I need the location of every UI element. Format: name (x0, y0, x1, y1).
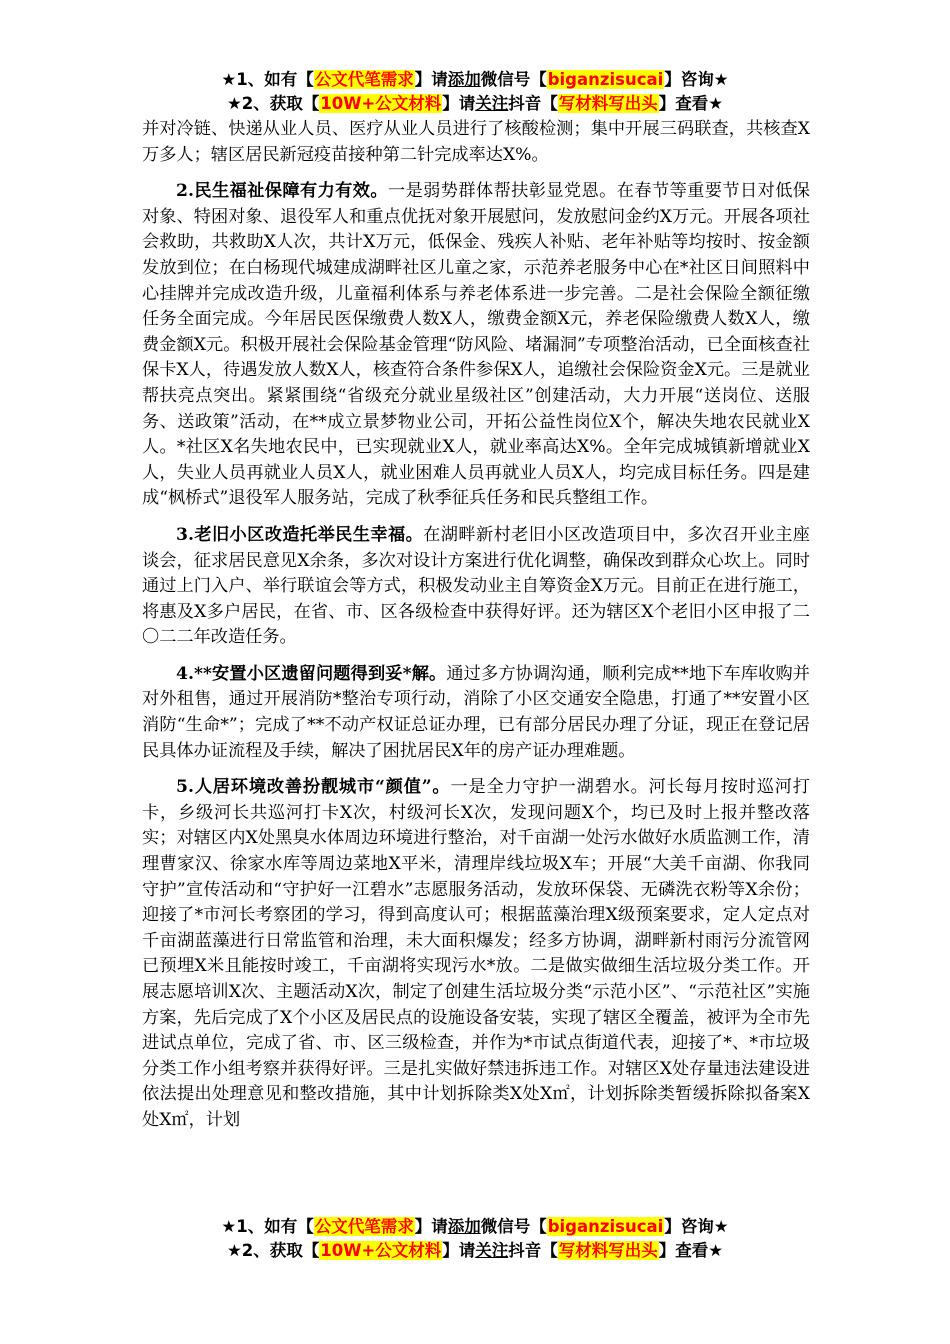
document-body (142, 117, 810, 1134)
banner-highlight: biganzisucai (547, 1217, 664, 1236)
banner-line-1: ★1、如有【公文代笔需求】请添加微信号【biganzisucai】咨询★ (221, 1217, 729, 1236)
banner-highlight: 公文代笔需求 (314, 1217, 414, 1236)
banner-highlight: 公文代笔需求 (314, 70, 414, 89)
paragraph-resettlement: 4.**安置小区遗留问题得到妥*解。通过多方协调沟通，顺利完成**地下车库收购并对外租售，通过开展消防*整治专项行动，消除了小区交通安全隐患，打通了**安置小区消防“生命*”；完成了**不动产权证总证办理，已有部分居民办理了分证，现正在登记居民具体办证流程及手续，解决了困扰居民X年的房产证办理难题。 (142, 663, 810, 761)
banner-highlight: 写材料写出头 (558, 94, 658, 113)
paragraph-heading: 2.民生福祉保障有力有效。 (176, 181, 388, 202)
paragraph-continuation: 并对冷链、快递从业人员、医疗从业人员进行了核酸检测；集中开展三码联查，共核查X万多人；辖区居民新冠疫苗接种第二针完成率达X%。 (142, 119, 810, 165)
banner-line-2: ★2、获取【10W+公文材料】请关注抖音【写材料写出头】查看★ (226, 94, 724, 113)
banner-line-1: ★1、如有【公文代笔需求】请添加微信号【biganzisucai】咨询★ (221, 70, 729, 89)
paragraph-old-community: 3.老旧小区改造托举民生幸福。在湖畔新村老旧小区改造项目中，多次召开业主座谈会，征求居民意见X余条，多次对设计方案进行优化调整，确保改到群众心坎上。同时通过上门入户、举行联谊会等方式，积极发动业主自筹资金X万元。目前正在进行施工，将惠及X多户居民，在省、市、区各级检查中获得好评。还为辖区X个老旧小区申报了二〇二二年改造任务。 (142, 524, 810, 648)
paragraph-heading: 4.**安置小区遗留问题得到妥*解。 (176, 663, 447, 684)
banner-line-2: ★2、获取【10W+公文材料】请关注抖音【写材料写出头】查看★ (226, 1241, 724, 1260)
banner-highlight: 10W+公文材料 (320, 1241, 442, 1260)
paragraph-heading: 3.老旧小区改造托举民生幸福。 (176, 524, 424, 545)
top-banner (0, 68, 950, 116)
banner-highlight: 写材料写出头 (558, 1241, 658, 1260)
bottom-banner (0, 1215, 950, 1263)
paragraph-heading: 5.人居环境改善扮靓城市“颜值”。 (176, 777, 451, 798)
paragraph-environment: 5.人居环境改善扮靓城市“颜值”。一是全力守护一湖碧水。河长每月按时巡河打卡，乡级河长共巡河打卡X次，村级河长X次，发现问题X个，均已及时上报并整改落实；对辖区内X处黑臭水体周边环境进行整治，对千亩湖一处污水做好水质监测工作，清理曹家汉、徐家水库等周边菜地X平米，清理岸线垃圾X车；开展“大美千亩湖、你我同守护”宣传活动和“守护好一江碧水”志愿服务活动，发放环保袋、无磷洗衣粉等X余份；迎接了*市河长考察团的学习，得到高度认可；根据蓝藻治理X级预案要求，定人定点对千亩湖蓝藻进行日常监管和治理，未大面积爆发；经多方协调，湖畔新村雨污分流管网已预埋X米且能按时竣工，千亩湖将实现污水*放。二是做实做细生活垃圾分类工作。开展志愿培训X次、主题活动X次，制定了创建生活垃圾分类“示范小区”、“示范社区”实施方案，先后完成了X个小区及居民点的设施设备安装，实现了辖区全覆盖，被评为全市先进试点单位，完成了省、市、区三级检查，并作为*市试点街道代表，迎接了*、*市垃圾分类工作小组考察并获得好评。三是扎实做好禁违拆违工作。对辖区X处存量违法建设进依法提出处理意见和整改措施，其中计划拆除类X处X㎡，计划拆除类暂缓拆除拟备案X处X㎡，计划 (142, 777, 810, 1130)
paragraph-livelihood: 2.民生福祉保障有力有效。一是弱势群体帮扶彰显党恩。在春节等重要节日对低保对象、特困对象、退役军人和重点优抚对象开展慰问，发放慰问金约X万元。开展各项社会救助，共救助X人次，共计X万元，低保金、残疾人补贴、老年补贴等均按时、按金额发放到位；在白杨现代城建成湖畔社区儿童之家，示范养老服务中心在*社区日间照料中心挂牌并完成改造升级，儿童福利体系与养老体系进一步完善。二是社会保险全额征缴任务全面完成。今年居民医保缴费人数X人，缴费金额X元，养老保险缴费人数X人，缴费金额X元。积极开展社会保险基金管理“防风险、堵漏洞”专项整治活动，已全面核查社保卡X人，待遇发放人数X人，核查符合条件参保X人，追缴社会保险资金X元。三是就业帮扶亮点突出。紧紧围绕“省级充分就业星级社区”创建活动，大力开展“送岗位、送服务、送政策”活动，在**成立景梦物业公司，开拓公益性岗位X个，解决失地农民就业X人。*社区X名失地农民中，已实现就业X人，就业率高达X%。全年完成城镇新增就业X人，失业人员再就业人员X人，就业困难人员再就业人员X人，均完成目标任务。四是建成“枫桥式”退役军人服务站，完成了秋季征兵任务和民兵整组工作。 (142, 181, 810, 509)
banner-highlight: 10W+公文材料 (320, 94, 442, 113)
banner-highlight: biganzisucai (547, 70, 664, 89)
